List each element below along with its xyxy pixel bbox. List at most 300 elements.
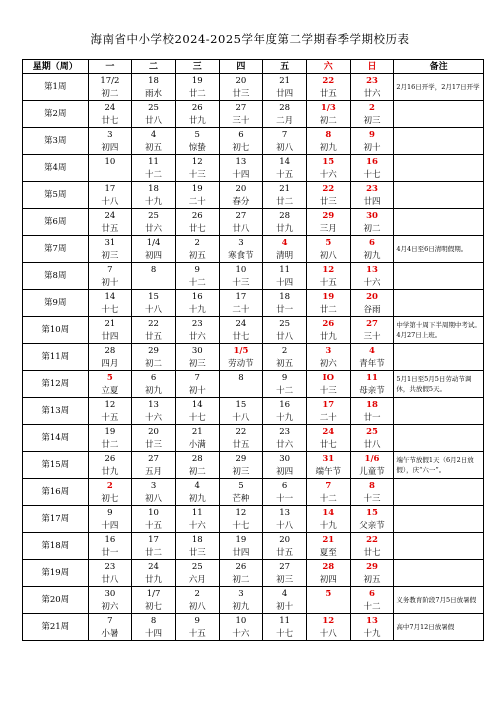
date-cell: 22	[306, 74, 350, 88]
week-label: 第9周	[23, 290, 89, 317]
date-cell: 24	[88, 209, 132, 223]
date-cell: 7	[306, 479, 350, 493]
week-row	[23, 74, 484, 88]
lunar-cell: 初十	[88, 276, 132, 290]
date-cell: 19	[175, 74, 219, 88]
lunar-cell: 十四	[132, 627, 176, 641]
date-cell: 15	[350, 506, 394, 520]
lunar-cell: 十六	[350, 276, 394, 290]
lunar-cell: 十二	[306, 492, 350, 506]
lunar-cell: 十三	[219, 276, 263, 290]
remark-cell	[394, 155, 484, 182]
lunar-cell: 二十	[306, 411, 350, 425]
lunar-cell: 廿七	[175, 222, 219, 236]
remark-cell	[394, 209, 484, 236]
lunar-cell: 十八	[263, 519, 307, 533]
lunar-cell: 初五	[263, 357, 307, 371]
lunar-cell: 十一	[263, 492, 307, 506]
lunar-cell	[219, 384, 263, 398]
date-cell: 8	[132, 614, 176, 628]
remark-cell	[394, 479, 484, 506]
date-cell: 26	[306, 317, 350, 331]
week-row	[23, 155, 484, 169]
date-cell: 13	[350, 614, 394, 628]
lunar-cell: 芒种	[219, 492, 263, 506]
lunar-cell: 十九	[350, 627, 394, 641]
remark-cell: 中学第十周下半周期中考试。4月27日上班。	[394, 317, 484, 344]
date-cell: 11	[263, 263, 307, 277]
lunar-cell: 初五	[132, 141, 176, 155]
lunar-cell: 十五	[88, 411, 132, 425]
date-cell: 9	[263, 371, 307, 385]
lunar-cell: 初四	[132, 249, 176, 263]
lunar-cell: 廿八	[263, 330, 307, 344]
date-cell: 22	[219, 425, 263, 439]
date-cell: 16	[350, 155, 394, 169]
lunar-cell: 十七	[263, 627, 307, 641]
date-cell: 12	[306, 263, 350, 277]
lunar-cell: 廿九	[88, 465, 132, 479]
week-row	[23, 533, 484, 547]
date-cell: 5	[219, 479, 263, 493]
lunar-cell: 十九	[306, 519, 350, 533]
date-cell: 16	[175, 290, 219, 304]
date-cell: 12	[175, 155, 219, 169]
remark-cell	[394, 506, 484, 533]
lunar-cell: 十九	[263, 411, 307, 425]
date-cell: 2	[350, 101, 394, 115]
lunar-cell: 十六	[219, 627, 263, 641]
date-cell: 13	[219, 155, 263, 169]
date-cell: 21	[88, 317, 132, 331]
lunar-cell: 初二	[132, 357, 176, 371]
lunar-cell: 廿七	[306, 438, 350, 452]
date-cell: 9	[175, 263, 219, 277]
date-cell: 15	[306, 155, 350, 169]
lunar-cell: 十八	[219, 411, 263, 425]
week-label: 第6周	[23, 209, 89, 236]
date-cell: 6	[132, 371, 176, 385]
date-cell: 25	[175, 560, 219, 574]
date-cell: 2	[263, 344, 307, 358]
lunar-cell: 廿二	[263, 195, 307, 209]
header-wed: 三	[175, 60, 219, 74]
lunar-cell: 廿五	[219, 438, 263, 452]
date-cell: 21	[263, 182, 307, 196]
date-cell: 1/4	[132, 236, 176, 250]
remark-cell: 高中7月12日放暑假	[394, 614, 484, 641]
lunar-cell: 十七	[175, 411, 219, 425]
week-row	[23, 587, 484, 601]
date-cell: 3	[219, 587, 263, 601]
lunar-cell: 初十	[175, 384, 219, 398]
lunar-cell: 廿八	[350, 438, 394, 452]
date-cell: 4	[263, 236, 307, 250]
date-cell: 20	[263, 533, 307, 547]
lunar-cell: 廿八	[132, 114, 176, 128]
date-cell: 28	[88, 344, 132, 358]
date-cell: 1/3	[306, 101, 350, 115]
lunar-cell: 十二	[132, 168, 176, 182]
week-label: 第3周	[23, 128, 89, 155]
lunar-cell: 母亲节	[350, 384, 394, 398]
lunar-cell: 五月	[132, 465, 176, 479]
lunar-cell: 廿二	[132, 546, 176, 560]
lunar-cell: 廿二	[88, 438, 132, 452]
lunar-cell: 初二	[219, 573, 263, 587]
date-cell: 17	[306, 398, 350, 412]
date-cell: 7	[175, 371, 219, 385]
lunar-cell: 廿四	[263, 87, 307, 101]
week-label: 第2周	[23, 101, 89, 128]
lunar-cell: 廿二	[306, 303, 350, 317]
lunar-cell: 十二	[350, 600, 394, 614]
lunar-cell: 三十	[219, 114, 263, 128]
lunar-cell: 雨水	[132, 87, 176, 101]
lunar-cell: 初十	[350, 141, 394, 155]
remark-cell: 5月1日至5月5日劳动节调休，共放假5天。	[394, 371, 484, 398]
week-label: 第5周	[23, 182, 89, 209]
date-cell: 23	[88, 560, 132, 574]
date-cell: 14	[263, 155, 307, 169]
date-cell: 18	[263, 290, 307, 304]
week-row	[23, 452, 484, 466]
lunar-cell: 初二	[306, 114, 350, 128]
lunar-cell: 廿一	[263, 303, 307, 317]
lunar-cell: 四月	[88, 357, 132, 371]
week-label: 第11周	[23, 344, 89, 371]
date-cell: 7	[263, 128, 307, 142]
lunar-cell	[306, 600, 350, 614]
lunar-cell: 劳动节	[219, 357, 263, 371]
lunar-cell: 初三	[263, 573, 307, 587]
date-cell: 25	[263, 317, 307, 331]
lunar-cell: 十八	[88, 195, 132, 209]
week-row	[23, 398, 484, 412]
remark-cell: 端午节放假1天（6月2日放假），庆“六一”。	[394, 452, 484, 479]
date-cell: 27	[350, 317, 394, 331]
date-cell: 29	[219, 452, 263, 466]
date-cell: 8	[350, 479, 394, 493]
lunar-cell: 十七	[219, 519, 263, 533]
lunar-cell: 十七	[88, 303, 132, 317]
lunar-cell: 十六	[306, 168, 350, 182]
lunar-cell: 初三	[175, 357, 219, 371]
lunar-cell: 二十	[175, 195, 219, 209]
lunar-cell: 廿九	[132, 573, 176, 587]
lunar-cell: 廿三	[175, 546, 219, 560]
lunar-cell: 廿五	[88, 222, 132, 236]
date-cell: 4	[263, 587, 307, 601]
date-cell: 20	[132, 425, 176, 439]
school-calendar-table	[22, 59, 484, 641]
week-label: 第20周	[23, 587, 89, 614]
date-cell: 18	[132, 74, 176, 88]
lunar-cell: 初四	[88, 141, 132, 155]
lunar-cell: 十四	[263, 276, 307, 290]
lunar-cell: 寒食节	[219, 249, 263, 263]
date-cell: 17	[88, 182, 132, 196]
week-row	[23, 560, 484, 574]
week-label: 第14周	[23, 425, 89, 452]
lunar-cell: 初六	[306, 357, 350, 371]
lunar-cell: 廿二	[175, 87, 219, 101]
date-cell: 20	[219, 182, 263, 196]
date-cell: 22	[350, 533, 394, 547]
date-cell: 13	[263, 506, 307, 520]
date-cell: 3	[132, 479, 176, 493]
lunar-cell: 十四	[219, 168, 263, 182]
date-cell: 16	[88, 533, 132, 547]
date-cell: 6	[263, 479, 307, 493]
lunar-cell: 清明	[263, 249, 307, 263]
week-label: 第1周	[23, 74, 89, 101]
lunar-cell: 十五	[175, 627, 219, 641]
lunar-cell: 小满	[175, 438, 219, 452]
date-cell: 27	[219, 101, 263, 115]
date-cell: 11	[132, 155, 176, 169]
date-cell: 11	[350, 371, 394, 385]
week-row	[23, 317, 484, 331]
date-cell: 2	[88, 479, 132, 493]
date-cell: 24	[306, 425, 350, 439]
week-label: 第8周	[23, 263, 89, 290]
date-cell: 7	[88, 614, 132, 628]
lunar-cell: 初九	[132, 384, 176, 398]
lunar-cell: 初七	[132, 600, 176, 614]
lunar-cell: 廿六	[350, 87, 394, 101]
remark-cell: 义务教育阶段7月5日放暑假	[394, 587, 484, 614]
lunar-cell: 廿六	[263, 438, 307, 452]
date-cell: 3	[88, 128, 132, 142]
remark-cell	[394, 560, 484, 587]
date-cell: 24	[219, 317, 263, 331]
date-cell: 2	[175, 587, 219, 601]
lunar-cell: 廿八	[219, 222, 263, 236]
lunar-cell: 二十	[219, 303, 263, 317]
lunar-cell: 廿九	[263, 222, 307, 236]
date-cell: 23	[263, 425, 307, 439]
week-row	[23, 614, 484, 628]
date-cell: 1/6	[350, 452, 394, 466]
week-row	[23, 263, 484, 277]
date-cell: 30	[263, 452, 307, 466]
lunar-cell: 小暑	[88, 627, 132, 641]
lunar-cell: 初十	[263, 600, 307, 614]
header-remarks: 备注	[394, 60, 484, 74]
date-cell: 23	[350, 74, 394, 88]
remark-cell	[394, 533, 484, 560]
date-cell: 10	[88, 155, 132, 169]
date-cell: 23	[175, 317, 219, 331]
lunar-cell: 三十	[350, 330, 394, 344]
lunar-cell: 十五	[306, 276, 350, 290]
date-cell: 25	[132, 209, 176, 223]
week-label: 第16周	[23, 479, 89, 506]
date-cell: 26	[175, 209, 219, 223]
date-cell: 20	[350, 290, 394, 304]
lunar-cell: 十九	[175, 303, 219, 317]
lunar-cell: 廿一	[88, 546, 132, 560]
week-row	[23, 290, 484, 304]
week-label: 第10周	[23, 317, 89, 344]
header-fri: 五	[263, 60, 307, 74]
date-cell: 2	[175, 236, 219, 250]
date-cell: 17	[132, 533, 176, 547]
lunar-cell: 十二	[263, 384, 307, 398]
lunar-cell: 初九	[219, 600, 263, 614]
week-row	[23, 209, 484, 223]
lunar-cell: 廿三	[132, 438, 176, 452]
remark-cell: 4月4日至6日清明假期。	[394, 236, 484, 263]
date-cell: 17	[219, 290, 263, 304]
remark-cell	[394, 344, 484, 371]
lunar-cell: 廿七	[219, 330, 263, 344]
date-cell: 14	[306, 506, 350, 520]
date-cell: 8	[219, 371, 263, 385]
date-cell: 8	[306, 128, 350, 142]
date-cell: 28	[306, 560, 350, 574]
week-row	[23, 344, 484, 358]
lunar-cell: 初三	[219, 465, 263, 479]
date-cell: 26	[219, 560, 263, 574]
date-cell: 9	[175, 614, 219, 628]
date-cell: 31	[306, 452, 350, 466]
date-cell: 31	[88, 236, 132, 250]
lunar-cell: 十六	[175, 519, 219, 533]
header-sun: 日	[350, 60, 394, 74]
lunar-cell: 十六	[132, 411, 176, 425]
date-cell: 23	[350, 182, 394, 196]
date-cell: 30	[175, 344, 219, 358]
week-label: 第21周	[23, 614, 89, 641]
date-cell: 10	[219, 614, 263, 628]
lunar-cell: 初四	[263, 465, 307, 479]
date-cell: 15	[132, 290, 176, 304]
header-thu: 四	[219, 60, 263, 74]
lunar-cell: 端午节	[306, 465, 350, 479]
lunar-cell: 十九	[132, 195, 176, 209]
lunar-cell: 廿七	[88, 114, 132, 128]
header-tue: 二	[132, 60, 176, 74]
remark-cell: 2月16日开学，2月17日开学	[394, 74, 484, 101]
week-row	[23, 182, 484, 196]
lunar-cell: 十三	[306, 384, 350, 398]
date-cell: 5	[88, 371, 132, 385]
lunar-cell	[132, 276, 176, 290]
week-row	[23, 506, 484, 520]
lunar-cell: 十三	[350, 492, 394, 506]
lunar-cell: 初九	[306, 141, 350, 155]
lunar-cell: 廿一	[350, 411, 394, 425]
lunar-cell: 廿四	[350, 195, 394, 209]
week-row	[23, 128, 484, 142]
week-row	[23, 236, 484, 250]
lunar-cell: 初五	[175, 249, 219, 263]
lunar-cell: 六月	[175, 573, 219, 587]
lunar-cell: 初六	[88, 600, 132, 614]
date-cell: 3	[306, 344, 350, 358]
date-cell: 18	[132, 182, 176, 196]
lunar-cell: 初二	[175, 465, 219, 479]
date-cell: 27	[132, 452, 176, 466]
lunar-cell: 二月	[263, 114, 307, 128]
lunar-cell: 初九	[350, 249, 394, 263]
date-cell: 29	[132, 344, 176, 358]
lunar-cell: 十三	[175, 168, 219, 182]
lunar-cell: 立夏	[88, 384, 132, 398]
date-cell: 27	[263, 560, 307, 574]
lunar-cell: 初三	[350, 114, 394, 128]
date-cell: 13	[350, 263, 394, 277]
date-cell: 6	[350, 587, 394, 601]
lunar-cell: 春分	[219, 195, 263, 209]
week-label: 第18周	[23, 533, 89, 560]
lunar-cell: 三月	[306, 222, 350, 236]
date-cell: 21	[306, 533, 350, 547]
date-cell: 29	[350, 560, 394, 574]
date-cell: 5	[175, 128, 219, 142]
date-cell: 15	[219, 398, 263, 412]
lunar-cell: 廿六	[175, 330, 219, 344]
remark-cell	[394, 182, 484, 209]
date-cell: 5	[306, 587, 350, 601]
week-label: 第15周	[23, 452, 89, 479]
lunar-cell: 谷雨	[350, 303, 394, 317]
date-cell: IO	[306, 371, 350, 385]
week-label: 第13周	[23, 398, 89, 425]
date-cell: 28	[263, 101, 307, 115]
date-cell: 25	[132, 101, 176, 115]
lunar-cell: 廿五	[263, 546, 307, 560]
date-cell: 22	[132, 317, 176, 331]
date-cell: 12	[306, 614, 350, 628]
date-cell: 4	[132, 128, 176, 142]
date-cell: 20	[219, 74, 263, 88]
lunar-cell: 廿五	[306, 87, 350, 101]
lunar-cell: 廿三	[219, 87, 263, 101]
week-label: 第4周	[23, 155, 89, 182]
lunar-cell: 廿九	[175, 114, 219, 128]
date-cell: 26	[88, 452, 132, 466]
remark-cell	[394, 425, 484, 452]
remark-cell	[394, 398, 484, 425]
lunar-cell: 初八	[175, 600, 219, 614]
lunar-cell: 初三	[88, 249, 132, 263]
date-cell: 16	[263, 398, 307, 412]
date-cell: 30	[350, 209, 394, 223]
date-cell: 18	[175, 533, 219, 547]
week-row	[23, 479, 484, 493]
date-cell: 9	[88, 506, 132, 520]
remark-cell	[394, 101, 484, 128]
lunar-cell: 初二	[350, 222, 394, 236]
date-cell: 9	[350, 128, 394, 142]
date-cell: 1/5	[219, 344, 263, 358]
date-cell: 10	[219, 263, 263, 277]
date-cell: 7	[88, 263, 132, 277]
date-cell: 29	[306, 209, 350, 223]
header-mon: 一	[88, 60, 132, 74]
date-cell: 11	[263, 614, 307, 628]
lunar-cell: 廿九	[306, 330, 350, 344]
lunar-cell: 初七	[219, 141, 263, 155]
date-cell: 24	[132, 560, 176, 574]
date-cell: 1/7	[132, 587, 176, 601]
lunar-cell: 惊蛰	[175, 141, 219, 155]
date-cell: 19	[175, 182, 219, 196]
date-cell: 19	[88, 425, 132, 439]
